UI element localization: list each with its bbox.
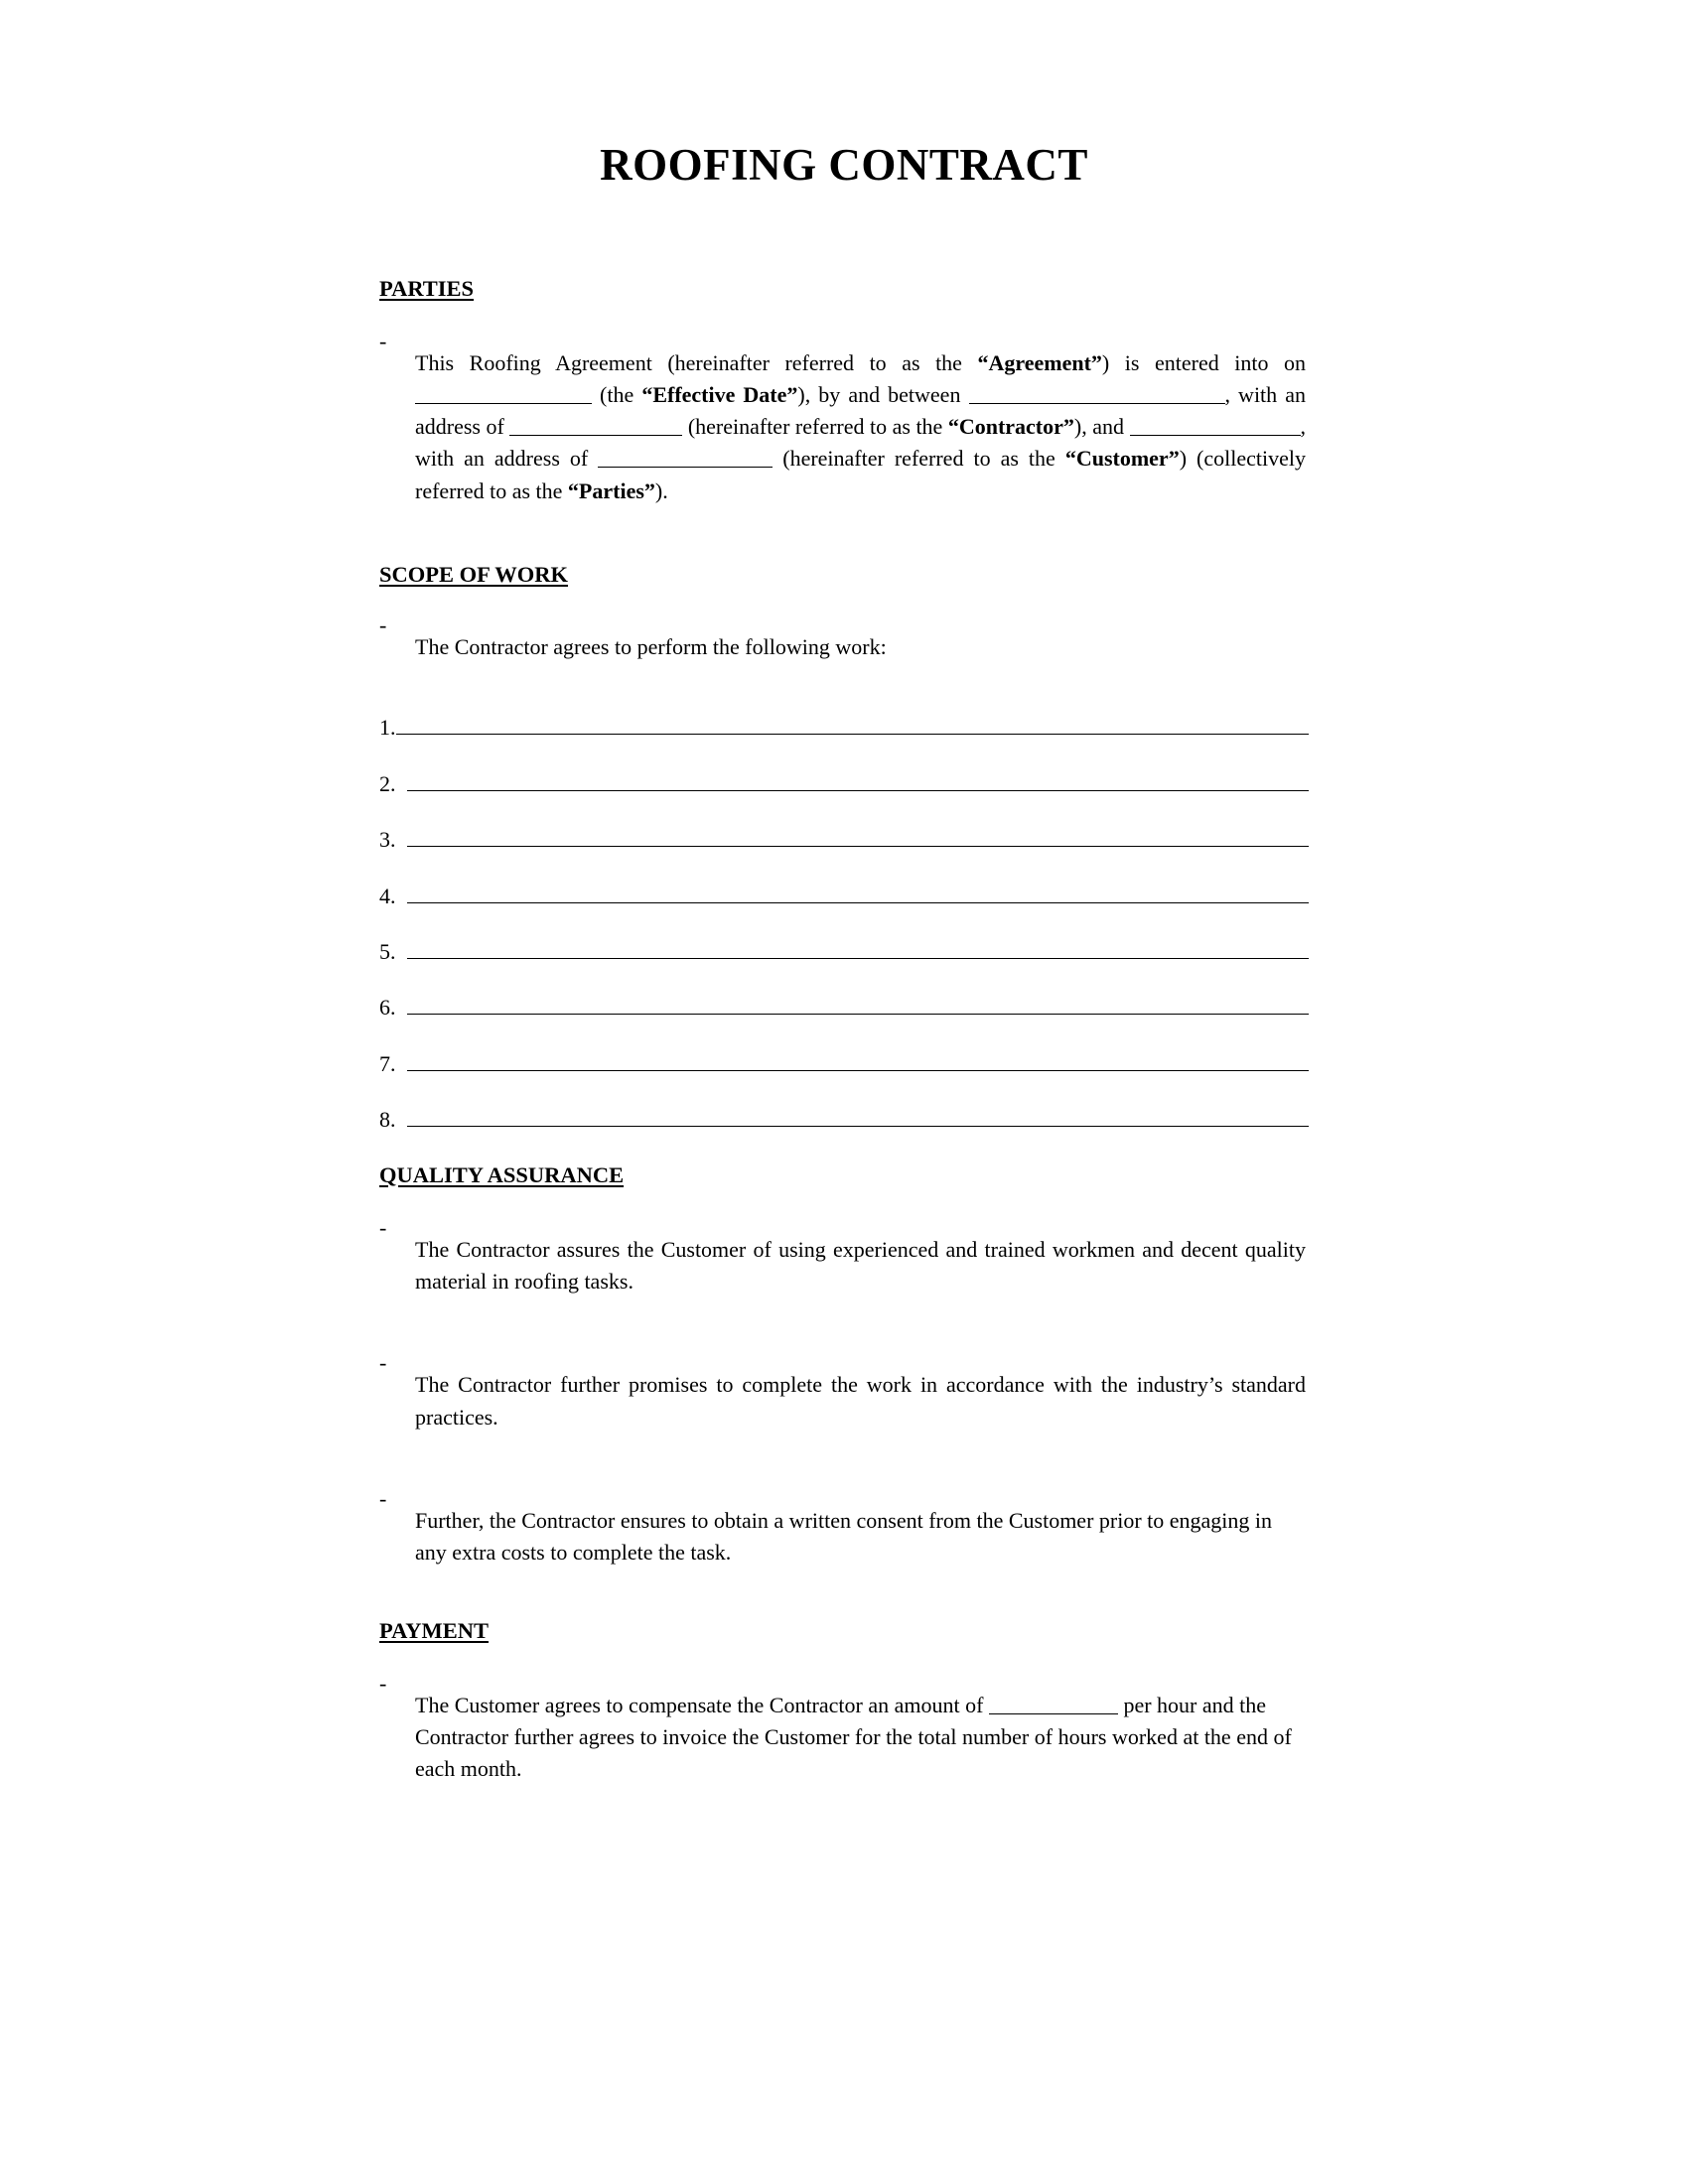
payment-paragraph-row: [238, 1644, 1450, 1808]
bullet-dash-icon: -: [379, 613, 387, 638]
scope-intro-text: The Contractor agrees to perform the following work:: [415, 634, 887, 660]
section-heading-payment: PAYMENT: [379, 1617, 490, 1643]
scope-list-item[interactable]: [379, 884, 1309, 909]
bullet-dash-icon: -: [379, 328, 387, 353]
list-item-number: 2.: [379, 770, 396, 796]
list-item-number: 5.: [379, 939, 396, 965]
customer-address-blank[interactable]: [598, 445, 773, 468]
parties-text-seg11: ).: [654, 478, 668, 503]
contractor-address-blank[interactable]: [509, 413, 682, 436]
scope-list-item[interactable]: [379, 1107, 1309, 1133]
parties-text-seg5: , with an address of: [415, 381, 1306, 440]
scope-work-blank-5[interactable]: [407, 940, 1310, 959]
scope-list-item[interactable]: [379, 939, 1309, 965]
list-item-number: 7.: [379, 1050, 396, 1076]
scope-work-blank-4[interactable]: [407, 885, 1310, 903]
scope-work-blank-8[interactable]: [407, 1108, 1310, 1127]
effective-date-blank[interactable]: [415, 381, 592, 404]
scope-work-blank-1[interactable]: [396, 716, 1310, 735]
bullet-dash-icon: -: [379, 1214, 387, 1240]
quality-assurance-bullet-row: [238, 1188, 1450, 1320]
bullet-dash-icon: -: [379, 1350, 387, 1376]
scope-work-blank-7[interactable]: [407, 1052, 1310, 1071]
parties-text-seg1: This Roofing Agreement (hereinafter referred to as the: [415, 349, 978, 375]
scope-intro-row: [238, 588, 1450, 685]
parties-paragraph-row: [238, 302, 1450, 530]
scope-work-blank-2[interactable]: [407, 772, 1310, 791]
parties-text-seg9: (hereinafter referred to as the: [773, 446, 1065, 472]
term-agreement: “Agreement”: [977, 349, 1102, 375]
quality-assurance-bullet-text: The Contractor assures the Customer of using experienced and trained workmen and decent quality material in roofing tasks.: [415, 1236, 1306, 1294]
scope-list-item[interactable]: [379, 715, 1309, 741]
scope-work-numbered-list: [238, 685, 1450, 1133]
scope-list-item[interactable]: [379, 995, 1309, 1021]
scope-list-item[interactable]: [379, 827, 1309, 853]
scope-work-blank-3[interactable]: [407, 828, 1310, 847]
page-bottom-spacer: [238, 1808, 1450, 1927]
parties-text-seg8: , with an address of: [415, 414, 1306, 472]
scope-work-blank-6[interactable]: [407, 996, 1310, 1015]
list-item-number: 1.: [379, 715, 396, 741]
bullet-dash-icon: -: [379, 1485, 387, 1511]
list-item-number: 4.: [379, 883, 396, 908]
list-item-number: 6.: [379, 995, 396, 1021]
term-effective-date: “Effective Date”: [641, 381, 798, 407]
document-title: ROOFING CONTRACT: [600, 140, 1088, 190]
scope-list-item[interactable]: [379, 771, 1309, 797]
parties-text-seg2: ) is entered into on: [1101, 349, 1306, 375]
hourly-rate-blank[interactable]: [989, 1692, 1118, 1714]
bullet-dash-icon: -: [379, 1670, 387, 1696]
section-heading-scope-of-work: SCOPE OF WORK: [379, 562, 569, 588]
quality-assurance-bullet-text: The Contractor further promises to complete the work in accordance with the industry’s standard practices.: [415, 1372, 1306, 1430]
quality-assurance-bullet-text: Further, the Contractor ensures to obtain a written consent from the Customer prior to engaging in any extra costs to complete the task.: [415, 1507, 1273, 1566]
parties-text-seg7: ), and: [1073, 414, 1130, 440]
term-contractor: “Contractor”: [947, 414, 1074, 440]
payment-paragraph: [415, 1690, 1306, 1786]
parties-text-seg10: ) (collectively referred to as the: [415, 446, 1306, 503]
parties-text-seg6: (hereinafter referred to as the: [682, 414, 948, 440]
document-page: [238, 0, 1450, 2184]
section-heading-quality-assurance: QUALITY ASSURANCE: [379, 1161, 625, 1187]
payment-text-seg1: The Customer agrees to compensate the Contractor an amount of: [415, 1692, 989, 1717]
parties-paragraph: [415, 347, 1306, 508]
scope-list-item[interactable]: [379, 1051, 1309, 1077]
quality-assurance-bullet-row: [238, 1319, 1450, 1455]
section-heading-parties: PARTIES: [379, 275, 475, 301]
quality-assurance-bullet-row: [238, 1455, 1450, 1591]
parties-text-seg4: ), by and between: [797, 381, 969, 407]
list-item-number: 3.: [379, 827, 396, 853]
term-customer: “Customer”: [1064, 446, 1180, 472]
contractor-name-blank[interactable]: [969, 381, 1225, 404]
payment-text-seg2: per hour and the Contractor further agrees to invoice the Customer for the total number of hours worked at the end of each month.: [415, 1692, 1292, 1782]
customer-name-blank[interactable]: [1130, 413, 1301, 436]
parties-text-seg3: (the: [592, 381, 642, 407]
term-parties: “Parties”: [567, 478, 655, 503]
list-item-number: 8.: [379, 1107, 396, 1133]
